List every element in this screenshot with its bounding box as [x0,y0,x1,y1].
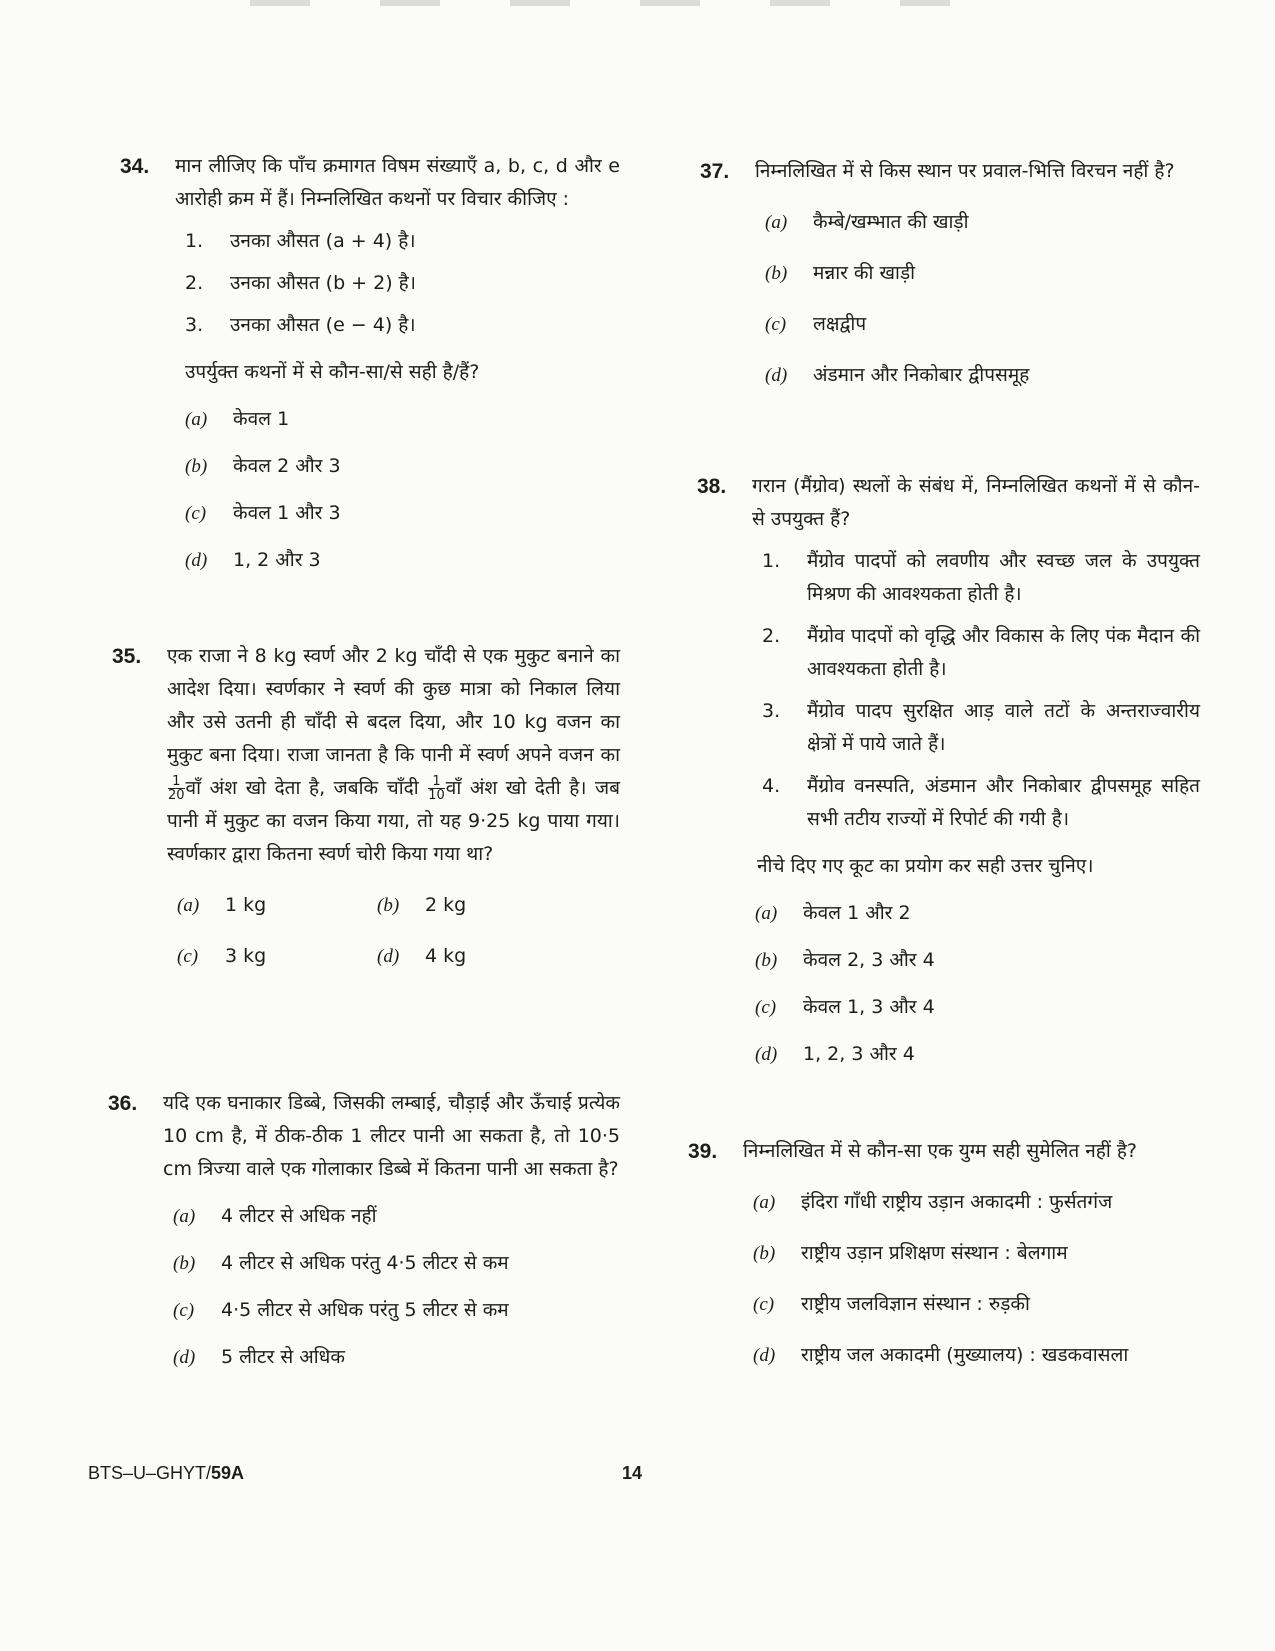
statement-number: 2. [185,272,204,294]
option-text: केवल 1 और 3 [233,502,341,524]
option-text: 1, 2 और 3 [233,549,321,571]
option-text: राष्ट्रीय जल अकादमी (मुख्यालय) : खडकवासला [801,1344,1129,1366]
option-label: (d) [753,1345,776,1366]
statement-text: मैंग्रोव वनस्पति, अंडमान और निकोबार द्वीपसमूह सहित सभी तटीय राज्यों में रिपोर्ट की गयी है। [807,775,1200,830]
option-text: केवल 1 और 2 [803,902,911,924]
statement-text: उनका औसत (a + 4) है। [230,230,416,252]
option-d [173,1341,620,1374]
fraction-numerator: 1 [428,775,445,789]
question-number: 38. [697,475,727,498]
option-c [177,940,377,973]
option-text: मन्नार की खाड़ी [813,262,916,284]
question-text-part: एक राजा ने 8 kg स्वर्ण और 2 kg चाँदी से एक मुकुट बनाने का आदेश दिया। स्वर्णकार ने स्वर्ण की कुछ मात्रा को निकाल लिया और उसे उतनी ही चाँदी से बदल दिया, और 10 kg वजन का मुकुट बना दिया। राजा जानता है कि पानी में स्वर्ण अपने वजन का [167,645,620,766]
booklet-code-prefix: BTS–U–GHYT/ [88,1463,212,1483]
statement [185,309,620,342]
option-text: 5 लीटर से अधिक [221,1346,345,1368]
option-label: (c) [753,1294,775,1315]
fraction-denominator: 20 [168,788,185,803]
question-stem: नीचे दिए गए कूट का प्रयोग कर सही उत्तर चुनिए। [757,855,1094,877]
option-label: (a) [753,1192,776,1213]
option-text: 3 kg [225,945,267,967]
statement [185,267,620,300]
option-text: केवल 2 और 3 [233,455,341,477]
statement-number: 1. [185,230,204,252]
option-text: राष्ट्रीय उड़ान प्रशिक्षण संस्थान : बेलगाम [801,1242,1068,1264]
option-label: (d) [765,365,788,386]
option-text: कैम्बे/खम्भात की खाड़ी [813,211,969,233]
option-text: 4 लीटर से अधिक नहीं [221,1205,377,1227]
option-label: (c) [185,503,207,524]
statement-number: 2. [762,625,781,647]
fraction [428,775,445,802]
option-b [765,257,1200,290]
statement-text: उनका औसत (e − 4) है। [230,314,416,336]
question-39 [688,1135,1200,1372]
option-d [765,359,1200,392]
question-text: निम्नलिखित में से कौन-सा एक युग्म सही सुमेलित नहीं है? [743,1140,1137,1162]
option-d [377,940,577,973]
option-label: (a) [185,409,208,430]
option-label: (c) [173,1300,195,1321]
statement-number: 4. [762,775,781,797]
statement-text: मैंग्रोव पादपों को लवणीय और स्वच्छ जल के उपयुक्त मिश्रण की आवश्यकता होती है। [807,550,1200,605]
question-34 [120,150,620,577]
option-c [755,991,1200,1024]
statement-text: उनका औसत (b + 2) है। [230,272,416,294]
fraction-numerator: 1 [168,775,185,789]
option-b [755,944,1200,977]
question-number: 37. [700,160,730,183]
statement [762,545,1200,611]
option-label: (c) [755,997,777,1018]
option-label: (d) [185,550,208,571]
page-number: 14 [622,1463,643,1483]
option-label: (a) [755,903,778,924]
question-number: 36. [108,1092,138,1115]
option-label: (b) [755,950,778,971]
option-label: (d) [755,1044,778,1065]
question-text-part: वाँ अंश खो देती है। जब पानी में मुकुट का वजन किया गया, तो यह 9·25 kg पाया गया। स्वर्णकार द्वारा कितना स्वर्ण चोरी किया गया था? [167,777,620,865]
option-label: (c) [765,314,787,335]
statement-number: 1. [762,550,781,572]
option-label: (b) [185,456,208,477]
option-a [755,897,1200,930]
option-text: 1, 2, 3 और 4 [803,1043,915,1065]
option-d [753,1339,1200,1372]
statement-text: मैंग्रोव पादपों को वृद्धि और विकास के लिए पंक मैदान की आवश्यकता होती है। [807,625,1200,680]
option-c [185,497,620,530]
question-stem: उपर्युक्त कथनों में से कौन-सा/से सही है/हैं? [185,361,480,383]
booklet-code-suffix: 59A [211,1463,245,1483]
option-text: केवल 1 [233,408,290,430]
scan-artifact [250,0,950,6]
option-b [173,1247,620,1280]
option-a [765,206,1200,239]
option-text: इंदिरा गाँधी राष्ट्रीय उड़ान अकादमी : फुर्सतगंज [801,1191,1113,1213]
option-text: 4·5 लीटर से अधिक परंतु 5 लीटर से कम [221,1299,509,1321]
question-number: 34. [120,155,150,178]
option-text: अंडमान और निकोबार द्वीपसमूह [813,364,1030,386]
question-number: 39. [688,1140,718,1163]
option-a [173,1200,620,1233]
option-label: (a) [177,895,200,916]
question-text-part: वाँ अंश खो देता है, जबकि चाँदी [185,777,419,799]
option-label: (c) [177,946,199,967]
question-38 [697,470,1200,1071]
statement-text: मैंग्रोव पादप सुरक्षित आड़ वाले तटों के अन्तराज्वारीय क्षेत्रों में पाये जाते हैं। [807,700,1200,755]
statement [762,695,1200,761]
question-text: निम्नलिखित में से किस स्थान पर प्रवाल-भित्ति विरचन नहीं है? [755,160,1175,182]
options-grid [177,871,620,973]
option-d [185,544,620,577]
option-a [753,1186,1200,1219]
option-label: (b) [173,1253,196,1274]
question-number: 35. [112,645,142,668]
option-label: (b) [377,895,400,916]
option-b [377,889,577,922]
option-label: (d) [173,1347,196,1368]
option-d [755,1038,1200,1071]
option-text: 4 लीटर से अधिक परंतु 4·5 लीटर से कम [221,1252,509,1274]
option-text: 4 kg [425,945,467,967]
option-text: 2 kg [425,894,467,916]
option-text: राष्ट्रीय जलविज्ञान संस्थान : रुड़की [801,1293,1030,1315]
option-b [753,1237,1200,1270]
option-label: (d) [377,946,400,967]
option-label: (b) [753,1243,776,1264]
option-text: केवल 2, 3 और 4 [803,949,935,971]
question-text: यदि एक घनाकार डिब्बे, जिसकी लम्बाई, चौड़ाई और ऊँचाई प्रत्येक 10 cm है, में ठीक-ठीक 1 लीटर पानी आ सकता है, तो 10·5 cm त्रिज्या वाले एक गोलाकार डिब्बे में कितना पानी आ सकता है? [163,1092,620,1180]
option-text: केवल 1, 3 और 4 [803,996,935,1018]
question-35 [112,640,620,973]
question-text [167,640,620,871]
option-label: (b) [765,263,788,284]
statement [762,770,1200,836]
statement-number: 3. [762,700,781,722]
option-text: 1 kg [225,894,267,916]
option-c [765,308,1200,341]
statement-number: 3. [185,314,204,336]
question-36 [108,1087,620,1374]
statement [762,620,1200,686]
option-c [173,1294,620,1327]
fraction-denominator: 10 [428,788,445,803]
statement [185,225,620,258]
option-text: लक्षद्वीप [813,313,867,335]
question-text: गरान (मैंग्रोव) स्थलों के संबंध में, निम्नलिखित कथनों में से कौन-से उपयुक्त हैं? [752,475,1200,530]
option-c [753,1288,1200,1321]
fraction [168,775,185,802]
booklet-code [88,1463,244,1484]
option-a [177,889,377,922]
option-b [185,450,620,483]
question-text: मान लीजिए कि पाँच क्रमागत विषम संख्याएँ a, b, c, d और e आरोही क्रम में हैं। निम्नलिखित कथनों पर विचार कीजिए : [175,155,620,210]
question-37 [700,155,1200,392]
option-label: (a) [765,212,788,233]
option-a [185,403,620,436]
option-label: (a) [173,1206,196,1227]
